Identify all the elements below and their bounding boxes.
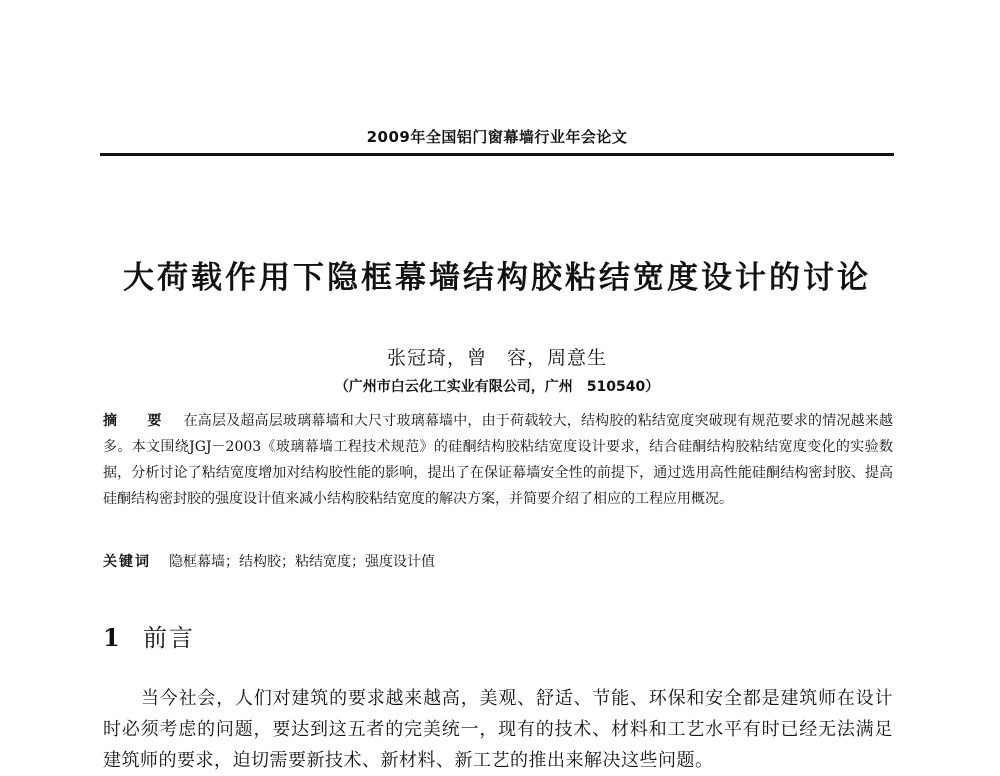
section-number: 1 bbox=[103, 623, 120, 652]
keywords-text: 隐框幕墙；结构胶；粘结宽度；强度设计值 bbox=[169, 554, 435, 570]
abstract-label: 摘 要 bbox=[103, 413, 170, 429]
keywords-label: 关键词 bbox=[103, 554, 151, 570]
paper-affiliation: （广州市白云化工实业有限公司，广州 510540） bbox=[334, 379, 660, 395]
abstract-block bbox=[103, 408, 893, 512]
header-divider bbox=[100, 153, 894, 156]
keywords-block bbox=[103, 551, 893, 573]
section-title: 前言 bbox=[143, 624, 195, 652]
abstract-text: 在高层及超高层玻璃幕墙和大尺寸玻璃幕墙中，由于荷载较大，结构胶的粘结宽度突破现有规范要求的情况越来越多。本文围绕JGJ－2003《玻璃幕墙工程技术规范》的硅酮结构胶粘结宽度设计要求，结合硅酮结构胶粘结宽度变化的实验数据，分析讨论了粘结宽度增加对结构胶性能的影响，提出了在保证幕墙安全性的前提下，通过选用高性能硅酮结构密封胶、提高硅酮结构密封胶的强度设计值来减小结构胶粘结宽度的解决方案，并简要介绍了相应的工程应用概况。 bbox=[103, 413, 893, 507]
paper-title: 大荷载作用下隐框幕墙结构胶粘结宽度设计的讨论 bbox=[123, 260, 871, 296]
running-header: 2009年全国铝门窗幕墙行业年会论文 bbox=[366, 128, 628, 146]
section-heading bbox=[103, 618, 195, 653]
section-paragraph: 当今社会，人们对建筑的要求越来越高，美观、舒适、节能、环保和安全都是建筑师在设计时必须考虑的问题，要达到这五者的完美统一，现有的技术、材料和工艺水平有时已经无法满足建筑师的要求，迫切需要新技术、新材料、新工艺的推出来解决这些问题。 bbox=[103, 688, 893, 771]
paper-authors: 张冠琦，曾 容，周意生 bbox=[386, 347, 607, 369]
